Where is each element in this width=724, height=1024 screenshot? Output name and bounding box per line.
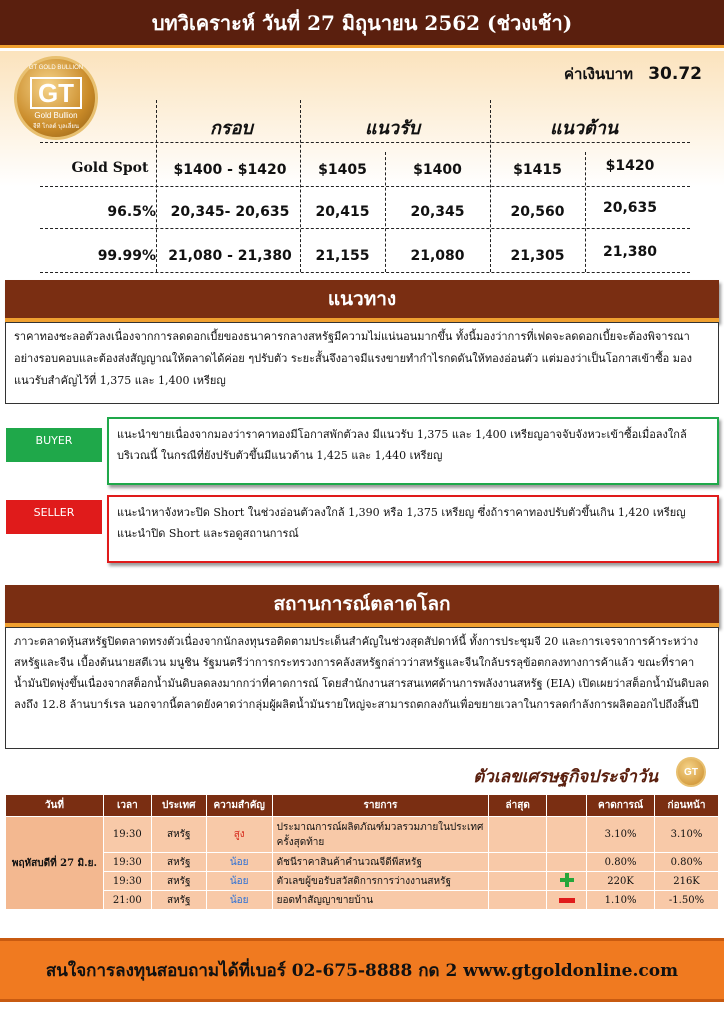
econ-title: ตัวเลขเศรษฐกิจประจำวัน bbox=[473, 767, 658, 787]
row-country: สหรัฐ bbox=[151, 872, 206, 891]
guidance-header bbox=[5, 280, 719, 322]
row-importance: สูง bbox=[206, 817, 272, 853]
row-time: 19:30 bbox=[103, 853, 151, 872]
plus-icon bbox=[560, 873, 574, 887]
row-signal bbox=[547, 891, 587, 910]
row-forecast: 0.80% bbox=[587, 853, 655, 872]
world-title: สถานการณ์ตลาดโลก bbox=[273, 593, 451, 615]
divider bbox=[40, 228, 690, 229]
row-previous: -1.50% bbox=[655, 891, 719, 910]
table-row bbox=[6, 891, 719, 910]
seller-label: SELLER bbox=[33, 506, 75, 519]
buyer-text: แนะนำขายเนื่องจากมองว่าราคาทองมีโอกาสพักตัวลง มีแนวรับ 1,375 และ 1,400 เหรียญอาจจับจังหวะเข้าซื้อเมื่อลงใกล้บริเวณนี้ ในกรณีที่ยังปรับตัวขึ้นมีแนวต้าน 1,425 และ 1,440 เหรียญ bbox=[117, 428, 687, 462]
row-importance: น้อย bbox=[206, 872, 272, 891]
row-latest bbox=[489, 817, 547, 853]
contact-text: สนใจการลงทุนสอบถามได้ที่เบอร์ 02-675-8888 กด 2 www.gtgoldonline.com bbox=[45, 960, 679, 981]
col-signal bbox=[547, 795, 587, 817]
row-time: 19:30 bbox=[103, 817, 151, 853]
row-signal bbox=[547, 817, 587, 853]
row-latest bbox=[489, 853, 547, 872]
range-965: 20,345- 20,635 bbox=[170, 204, 290, 220]
col-date: วันที่ bbox=[6, 795, 104, 817]
range-9999: 21,080 - 21,380 bbox=[168, 248, 292, 264]
resistance1-spot: $1415 bbox=[513, 162, 562, 178]
world-box bbox=[5, 627, 719, 749]
row-forecast: 3.10% bbox=[587, 817, 655, 853]
row-previous: 3.10% bbox=[655, 817, 719, 853]
resistance1-965: 20,560 bbox=[510, 204, 565, 220]
header-range: กรอบ bbox=[210, 118, 253, 139]
exchange-label: ค่าเงินบาท bbox=[563, 65, 633, 83]
world-text: ภาวะตลาดหุ้นสหรัฐปิดตลาดทรงตัวเนื่องจากนักลงทุนรอติดตามประเด็นสำคัญในช่วงสุดสัปดาห์นี้ ทั้งการประชุมจี 20 และการเจรจาการค้าระหว่างสหรัฐและจีน เบื้องต้นนายสตีเวน มนูชิน รัฐมนตรีว่าการกระทรวงการคลังสหรัฐกล่าวว่าสหรัฐและจีนใกล้บรรลุข้อตกลงทางการค้าแล้ว ขณะที่ราคาน้ำมันปิดพุ่งขึ้นเนื่องจากสต็อกน้ำมันดิบลดลงมากกว่าที่คาดการณ์ โดยสำนักงานสารสนเทศด้านการพลังงานสหรัฐ (EIA) เปิดเผยว่าสต็อกน้ำมันดิบลดลงถึง 12.8 ล้านบาร์เรล นอกจากนี้ตลาดยังคาดว่ากลุ่มผู้ผลิตน้ำมันรายใหญ่จะสามารถตกลงกันเพื่อขยายเวลาในการลดกำลังการผลิตออกไปถึงสิ้นปี bbox=[14, 635, 709, 711]
row-time: 19:30 bbox=[103, 872, 151, 891]
row-item: ตัวเลขผู้ขอรับสวัสดิการการว่างงานสหรัฐ bbox=[272, 872, 489, 891]
table-row bbox=[6, 872, 719, 891]
resistance2-965: 20,635 bbox=[602, 200, 658, 216]
gt-gold-bullion-logo bbox=[14, 56, 98, 140]
header-resistance: แนวต้าน bbox=[550, 118, 619, 139]
support2-9999: 21,080 bbox=[410, 248, 465, 264]
logo-ring-bottom: จีที โกลด์ บุลเลี่ยน bbox=[32, 124, 80, 130]
col-latest: ล่าสุด bbox=[489, 795, 547, 817]
header-support: แนวรับ bbox=[365, 118, 421, 139]
row-time: 21:00 bbox=[103, 891, 151, 910]
row-label-965: 96.5% bbox=[107, 204, 156, 220]
seller-tag bbox=[6, 500, 102, 534]
resistance2-spot: $1420 bbox=[605, 158, 655, 174]
resistance1-9999: 21,305 bbox=[510, 248, 565, 264]
row-latest bbox=[489, 891, 547, 910]
guidance-box bbox=[5, 322, 719, 404]
logo-ring-top: GT GOLD BULLION bbox=[28, 65, 84, 71]
econ-header-row bbox=[6, 795, 719, 817]
logo-name: Gold Bullion bbox=[34, 110, 78, 120]
support1-spot: $1405 bbox=[318, 162, 367, 178]
col-forecast: คาดการณ์ bbox=[587, 795, 655, 817]
divider bbox=[40, 272, 690, 273]
world-header bbox=[5, 585, 719, 627]
gt-small-logo: GT bbox=[676, 757, 706, 787]
col-item: รายการ bbox=[272, 795, 489, 817]
guidance-text: ราคาทองชะลอตัวลงเนื่องจากการลดดอกเบี้ยของธนาคารกลางสหรัฐมีความไม่แน่นอนมากขึ้น ทั้งนี้มองว่าการที่เฟดจะลดดอกเบี้ยจะต้องพิจารณาอย่างรอบคอบและต้องส่งสัญญาณให้ตลาดได้ค่อย ๆปรับตัว ระยะสั้นจึงอาจมีแรงขายทำกำไรกดดันให้ทองอ่อนตัว แต่มองว่าเป็นโอกาสเข้าซื้อ มองแนวรับสำคัญไว้ที่ 1,375 และ 1,400 เหรียญ bbox=[14, 330, 693, 387]
report-title-bar bbox=[0, 0, 724, 48]
minus-icon bbox=[559, 898, 575, 903]
support2-spot: $1400 bbox=[413, 162, 462, 178]
col-time: เวลา bbox=[103, 795, 151, 817]
row-item: ประมาณการณ์ผลิตภัณฑ์มวลรวมภายในประเทศครั้งสุดท้าย bbox=[272, 817, 489, 853]
row-country: สหรัฐ bbox=[151, 853, 206, 872]
row-importance: น้อย bbox=[206, 853, 272, 872]
col-importance: ความสำคัญ bbox=[206, 795, 272, 817]
logo-mark: GT bbox=[30, 77, 82, 109]
row-country: สหรัฐ bbox=[151, 891, 206, 910]
table-row bbox=[6, 817, 719, 853]
support1-965: 20,415 bbox=[315, 204, 370, 220]
col-country: ประเทศ bbox=[151, 795, 206, 817]
seller-box bbox=[107, 495, 719, 563]
econ-calendar-table bbox=[5, 794, 719, 910]
buyer-box bbox=[107, 417, 719, 485]
exchange-rate bbox=[564, 62, 702, 86]
row-forecast: 220K bbox=[587, 872, 655, 891]
col-previous: ก่อนหน้า bbox=[655, 795, 719, 817]
contact-footer bbox=[0, 938, 724, 1002]
support2-965: 20,345 bbox=[410, 204, 465, 220]
row-previous: 0.80% bbox=[655, 853, 719, 872]
range-spot: $1400 - $1420 bbox=[173, 162, 287, 178]
resistance2-9999: 21,380 bbox=[602, 244, 658, 260]
row-label-spot: Gold Spot bbox=[71, 160, 149, 176]
row-previous: 216K bbox=[655, 872, 719, 891]
table-row bbox=[6, 853, 719, 872]
buyer-label: BUYER bbox=[35, 434, 73, 447]
econ-day: พฤหัสบดีที่ 27 มิ.ย. bbox=[6, 817, 104, 910]
row-signal bbox=[547, 872, 587, 891]
report-title: บทวิเคราะห์ วันที่ 27 มิถุนายน 2562 (ช่วงเช้า) bbox=[151, 10, 573, 35]
row-forecast: 1.10% bbox=[587, 891, 655, 910]
row-item: ยอดทำสัญญาขายบ้าน bbox=[272, 891, 489, 910]
row-country: สหรัฐ bbox=[151, 817, 206, 853]
exchange-value: 30.72 bbox=[648, 64, 702, 84]
buyer-tag bbox=[6, 428, 102, 462]
divider bbox=[40, 186, 690, 187]
support1-9999: 21,155 bbox=[315, 248, 370, 264]
row-importance: น้อย bbox=[206, 891, 272, 910]
divider bbox=[40, 142, 690, 143]
seller-text: แนะนำหาจังหวะปิด Short ในช่วงอ่อนตัวลงใกล้ 1,390 หรือ 1,375 เหรียญ ซึ่งถ้าราคาทองปรับตัวขึ้นเกิน 1,420 เหรียญแนะนำปิด Short และรอดูสถานการณ์ bbox=[117, 506, 686, 540]
row-item: ดัชนีราคาสินค้าคำนวณจีดีพีสหรัฐ bbox=[272, 853, 489, 872]
row-label-9999: 99.99% bbox=[97, 248, 156, 264]
guidance-title: แนวทาง bbox=[327, 288, 397, 310]
row-latest bbox=[489, 872, 547, 891]
row-signal bbox=[547, 853, 587, 872]
